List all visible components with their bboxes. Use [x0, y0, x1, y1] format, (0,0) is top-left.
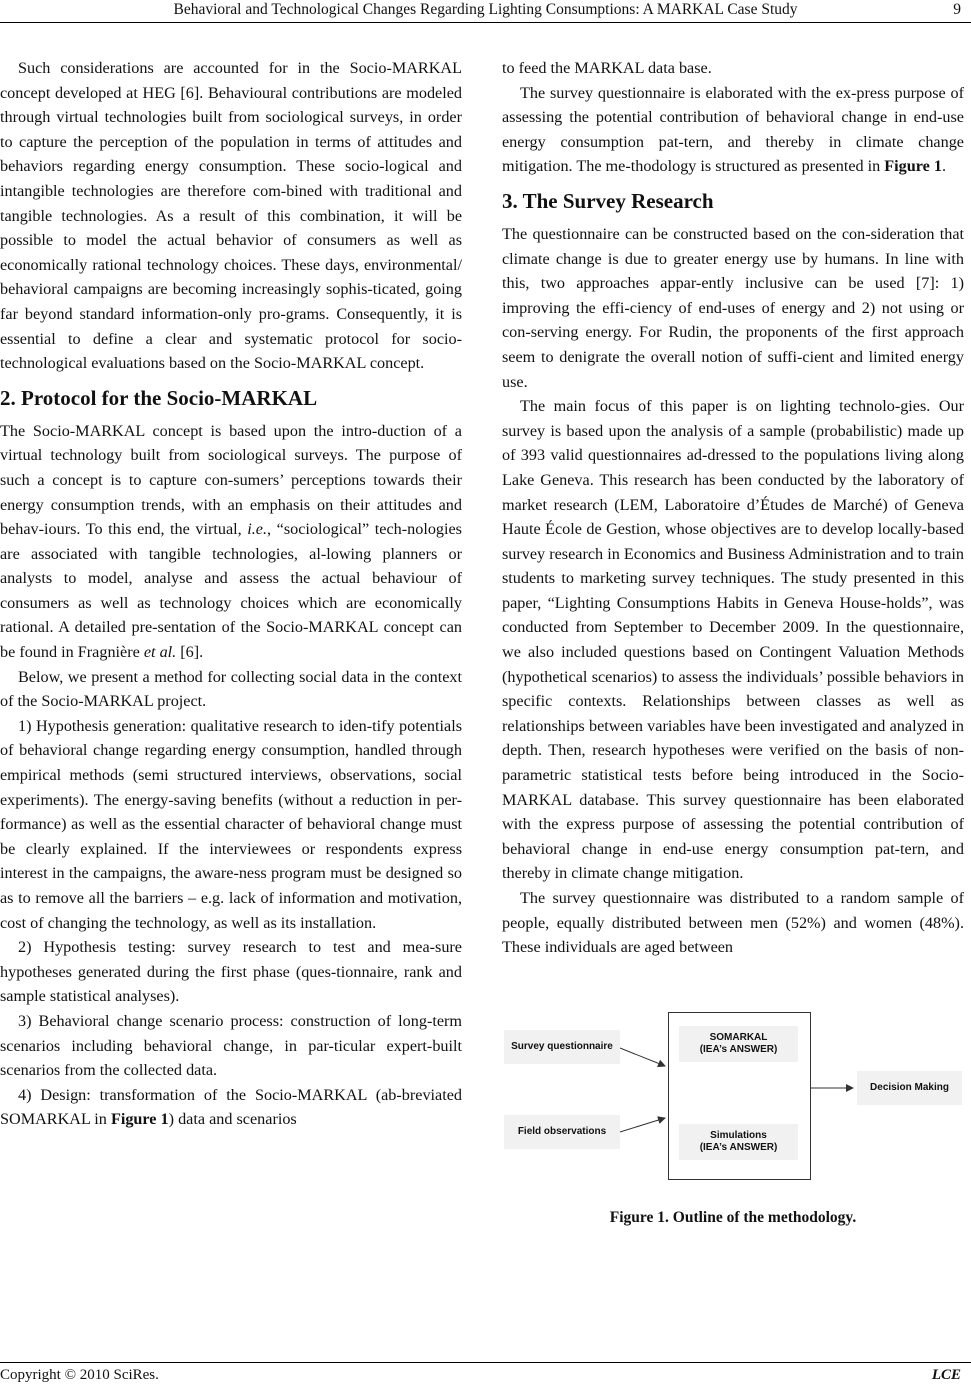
copyright: Copyright © 2010 SciRes.: [0, 1367, 159, 1383]
arrow-field: [620, 1118, 665, 1132]
text-run: The survey questionnaire is elaborated with the ex-press purpose of assessing the potential contribution of behavioral change in end-use energy consumption pat-tern, and thereby in climate change mitigation. The me-thodology is structured as presented in: [502, 83, 964, 176]
page-header: [0, 0, 971, 22]
footer-rule: [0, 1362, 971, 1363]
page-number: 9: [953, 1, 961, 18]
figure-reference: Figure 1: [110, 1110, 169, 1129]
field-observations-box: Field observations: [504, 1115, 620, 1149]
text-run: .: [941, 157, 947, 176]
page-footer: [0, 1362, 971, 1386]
paragraph: Such considerations are accounted for in the Socio-MARKAL concept developed at HEG [6]. Behavioural contributions are modeled through virtual technologies built from sociological surveys, in order to capture the perception of the population in terms of attitudes and behaviors regarding energy consumption. These socio-logical and intangible technologies are therefore com-bined with traditional and tangible technologies. As a result of this combination, it will be possible to model the actual behavior of consumers as well as economically rational technology choices. These days, environmental/ behavioral campaigns are becoming increasingly sophis-ticated, going far beyond standard information-only pro-grams. Consequently, it is essential to define a clear and systematic protocol for socio-technological evaluations based on the Socio-MARKAL concept.: [0, 59, 462, 373]
figure-caption: Figure 1. Outline of the methodology.: [609, 1208, 857, 1226]
somarkal-sublabel: (IEA’s ANSWER): [699, 1043, 778, 1055]
methodology-figure: [502, 982, 964, 1192]
paragraph: 2) Hypothesis testing: survey research to test and mea-sure hypotheses generated during the first phase (ques-tionnaire, rank and sample statistical analyses).: [0, 938, 462, 1006]
paragraph: 1) Hypothesis generation: qualitative research to iden-tify potentials of behavioral change regarding energy consumption, handled through empirical methods (semi structured interviews, observations, social experiments). The energy-saving benefits (without a reduction in per-formance) as well as the essential character of behavioral change must be clearly explained. If the interviewees or respondents express interest in the campaigns, the aware-ness program must be designed so as to remove all the barriers – e.g. lack of information and motivation, cost of changing the technology, as well as its installation.: [0, 716, 462, 932]
journal-abbrev: LCE: [931, 1367, 961, 1383]
simulations-label: Simulations: [710, 1129, 767, 1141]
right-column: [502, 56, 964, 1230]
text-run: ) data and scenarios: [168, 1110, 297, 1129]
paragraph: The survey questionnaire was distributed to a random sample of people, equally distributed between men (52%) and women (48%). These individuals are aged between: [502, 889, 964, 957]
paragraph: [502, 81, 964, 179]
paragraph: [0, 1083, 462, 1132]
arrow-survey: [620, 1048, 665, 1066]
paragraph: [0, 419, 462, 665]
left-column: [0, 56, 462, 1132]
italic-term: i.e.: [247, 520, 268, 539]
text-run: The Socio-MARKAL concept is based upon the intro-duction of a virtual technology built from sociological surveys. The purpose of such a concept is to capture con-sumers’ perceptions towards their energy consumption trends, with an emphasis on their attitudes and behav-iours. To this end, the virtual,: [0, 421, 462, 539]
section-heading-survey: 3. The Survey Research: [502, 188, 714, 213]
paragraph: Below, we present a method for collecting social data in the context of the Socio-MARKAL project.: [0, 667, 462, 711]
simulations-box: [679, 1124, 798, 1160]
figure-reference: Figure 1: [884, 157, 942, 176]
text-run: [6].: [176, 643, 204, 662]
paragraph: 3) Behavioral change scenario process: construction of long-term scenarios including behavioral change, in par-ticular expert-built scenarios from the collected data.: [0, 1011, 462, 1080]
somarkal-box: [679, 1026, 798, 1062]
decision-making-box: Decision Making: [857, 1071, 962, 1105]
text-run: , “sociological” tech-nologies are associated with tangible technologies, al-lowing planners or analysts to model, analyse and assess the actual behaviour of consumers as well as technology choices which are economically rational. A detailed pre-sentation of the Socio-MARKAL concept can be found in Fragnière: [0, 520, 462, 662]
text-run: 4) Design: transformation of the Socio-MARKAL (ab-breviated SOMARKAL in: [0, 1085, 462, 1129]
italic-term: et al.: [143, 643, 177, 662]
paragraph: The main focus of this paper is on lighting technolo-gies. Our survey is based upon the analysis of a sample (probabilistic) made up of 393 valid questionnaires ad-dressed to the populations living along Lake Geneva. This research has been conducted by the laboratory of market research (LEM, Laboratoire d’Études de Marché) of Geneva Haute École de Gestion, whose objectives are to develop locally-based survey research in Economics and Business Administration and to train students to marketing survey techniques. The study presented in this paper, “Lighting Consumptions Habits in Geneva House-holds”, was conducted from September to December 2009. In the questionnaire, we also included questions based on Contingent Valuation Methods (hypothetical scenarios) to assess the individuals’ possible behaviors in specific contexts. Relationships between classes as well as relationships between variables have been investigated and analyzed in depth. Then, research hypotheses were verified on the basis of non-parametric statistical tests before being introduced in the Socio-MARKAL database. This survey questionnaire has been elaborated with the express purpose of assessing the potential contribution of behavioral change in end-use energy consumption pat-tern, and thereby in climate change mitigation.: [502, 397, 964, 883]
section-heading-protocol: 2. Protocol for the Socio-MARKAL: [0, 385, 318, 410]
header-rule: [0, 22, 971, 23]
survey-questionnaire-box: Survey questionnaire: [504, 1030, 620, 1064]
somarkal-label: SOMARKAL: [709, 1031, 768, 1043]
running-title: Behavioral and Technological Changes Regarding Lighting Consumptions: A MARKAL Case Study: [173, 1, 798, 18]
paragraph: The questionnaire can be constructed based on the con-sideration that climate change is due to greater energy use by humans. In line with this, two approaches appar-ently inclusive can be used [7]: 1) improving the effi-ciency of end-uses of energy and 2) not using or con-serving energy. For Rudin, the proponents of the first approach seem to denigrate the overall notion of suffi-cient and limited energy use.: [502, 224, 964, 391]
paragraph: to feed the MARKAL data base.: [502, 59, 712, 77]
simulations-sublabel: (IEA’s ANSWER): [699, 1141, 778, 1153]
